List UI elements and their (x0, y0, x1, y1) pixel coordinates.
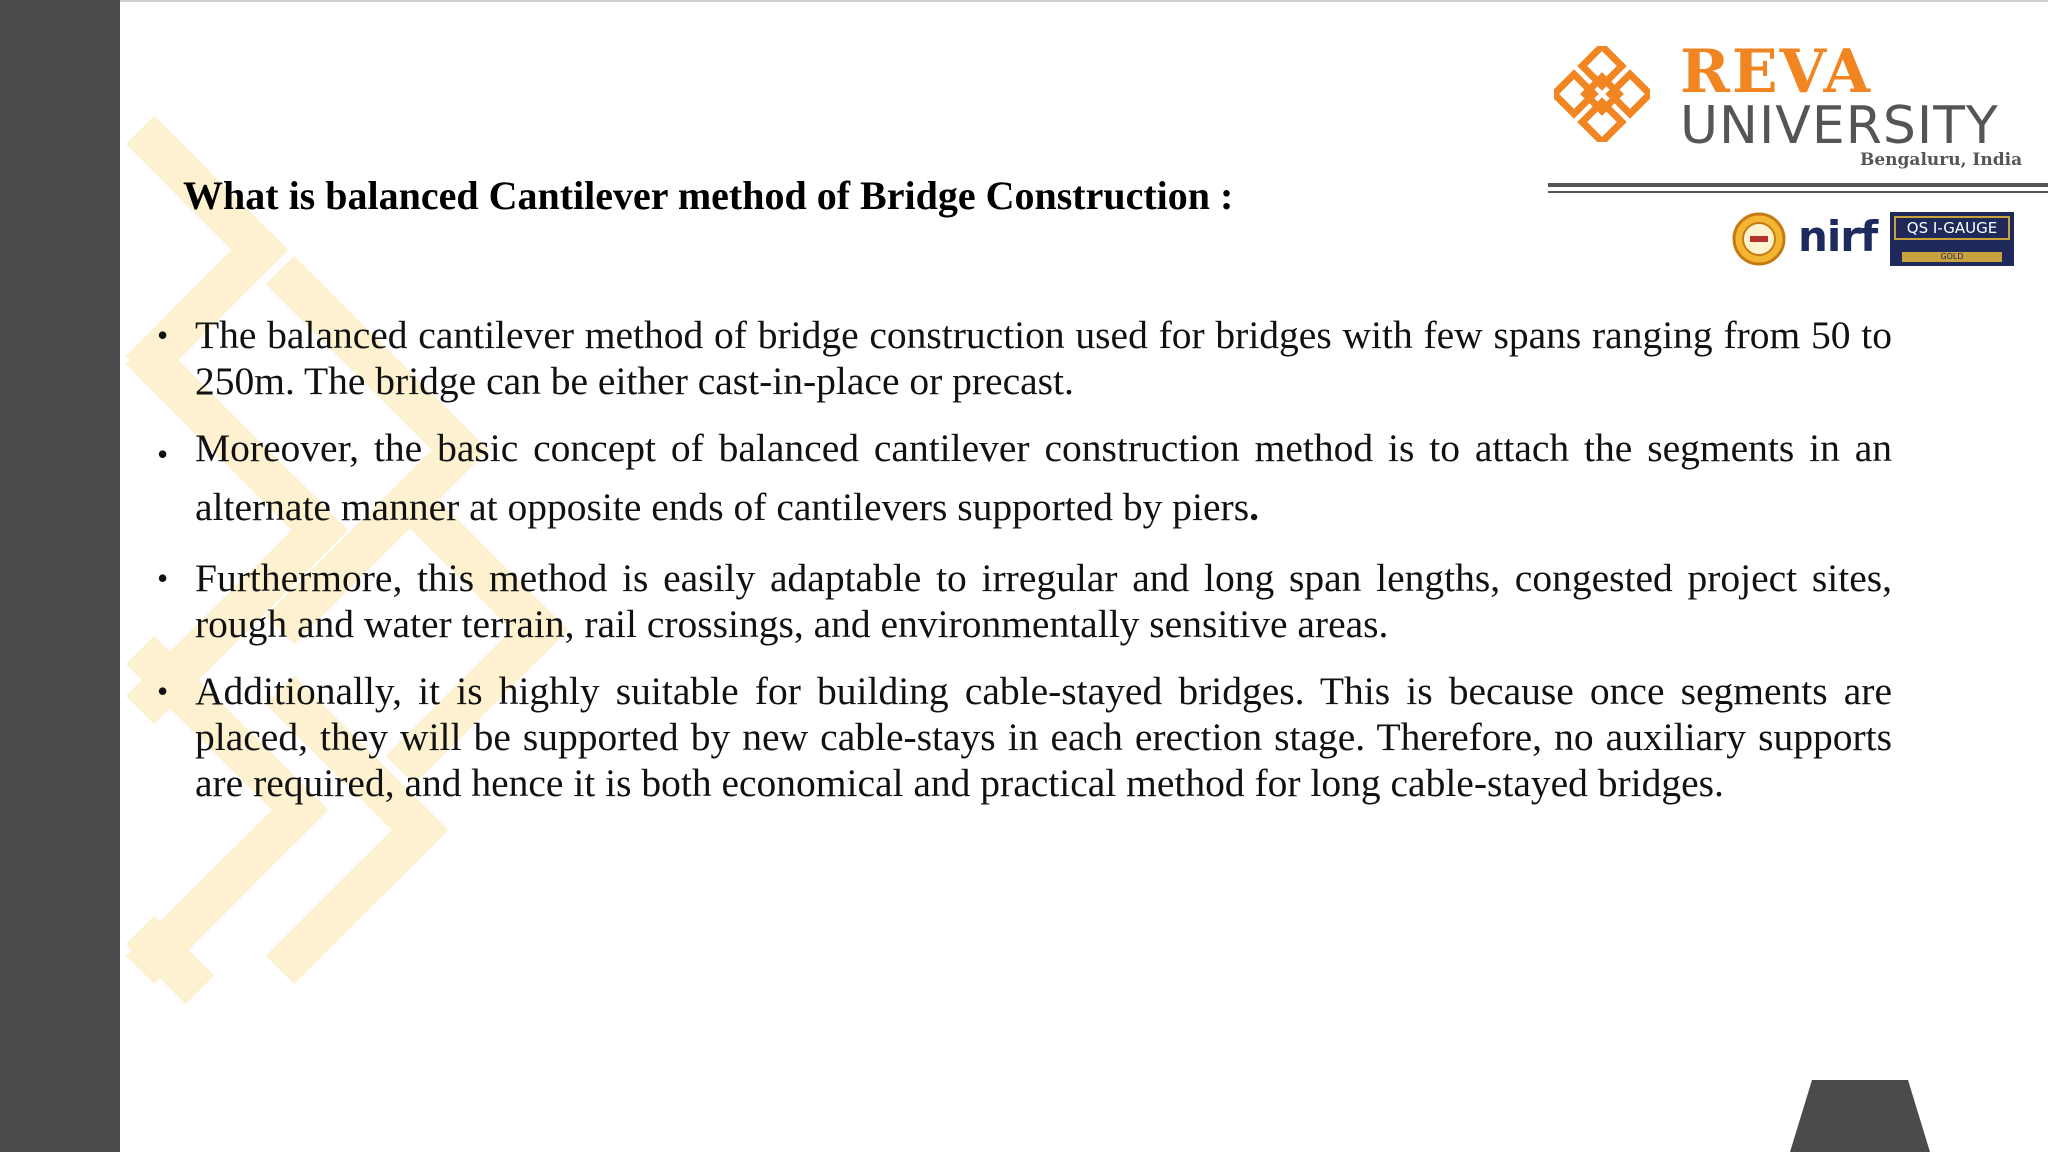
bullet-text-tail: . (1249, 485, 1259, 529)
logo-divider-thin (1548, 191, 2048, 193)
top-border-line (120, 0, 2048, 2)
qs-igauge-gold: GOLD (1902, 252, 2002, 262)
logo-name-university: UNIVERSITY (1680, 96, 1999, 156)
reva-university-logo (1548, 38, 2038, 278)
bullet-dot: • (157, 560, 169, 596)
bullet-item (155, 555, 1892, 647)
bullet-item (155, 668, 1892, 806)
bullet-dot: • (157, 436, 169, 472)
bullet-text: The balanced cantilever method of bridge construction used for bridges with few spans ranging from 50 to 250m. The bridge can be either cast-in-place or precast. (195, 313, 1892, 403)
logo-name-reva: REVA (1680, 37, 1873, 107)
bullet-text: Moreover, the basic concept of balanced cantilever construction method is to attach the segments in an alternate manner at opposite ends of cantilevers supported by piers (195, 426, 1892, 529)
bullet-dot: • (157, 673, 169, 709)
bullet-item (155, 312, 1892, 404)
slide-title: What is balanced Cantilever method of Bridge Construction : (183, 173, 1234, 218)
bullet-dot: • (157, 317, 169, 353)
endless-knot-icon (1554, 46, 1650, 142)
aicte-seal-icon (1732, 212, 1786, 266)
qs-igauge-label: QS I-GAUGE (1894, 216, 2010, 240)
logo-location: Bengaluru, India (1860, 150, 2023, 170)
left-sidebar-bar (0, 0, 120, 1152)
bullet-text: Additionally, it is highly suitable for building cable-stayed bridges. This is because once segments are placed, they will be supported by new cable-stays in each erection stage. Therefore, no auxiliary supports are required, and hence it is both economical and practical method for long cable-stayed bridges. (195, 669, 1892, 805)
bullet-list (155, 312, 1892, 806)
logo-divider (1548, 183, 2048, 187)
qs-igauge-badge (1890, 212, 2014, 266)
bullet-text: Furthermore, this method is easily adaptable to irregular and long span lengths, congested project sites, rough and water terrain, rail crossings, and environmentally sensitive areas. (195, 556, 1892, 646)
nirf-badge: nirf (1798, 212, 1878, 261)
bullet-item (155, 419, 1892, 537)
corner-trapezoid-decoration (1790, 1080, 1930, 1152)
